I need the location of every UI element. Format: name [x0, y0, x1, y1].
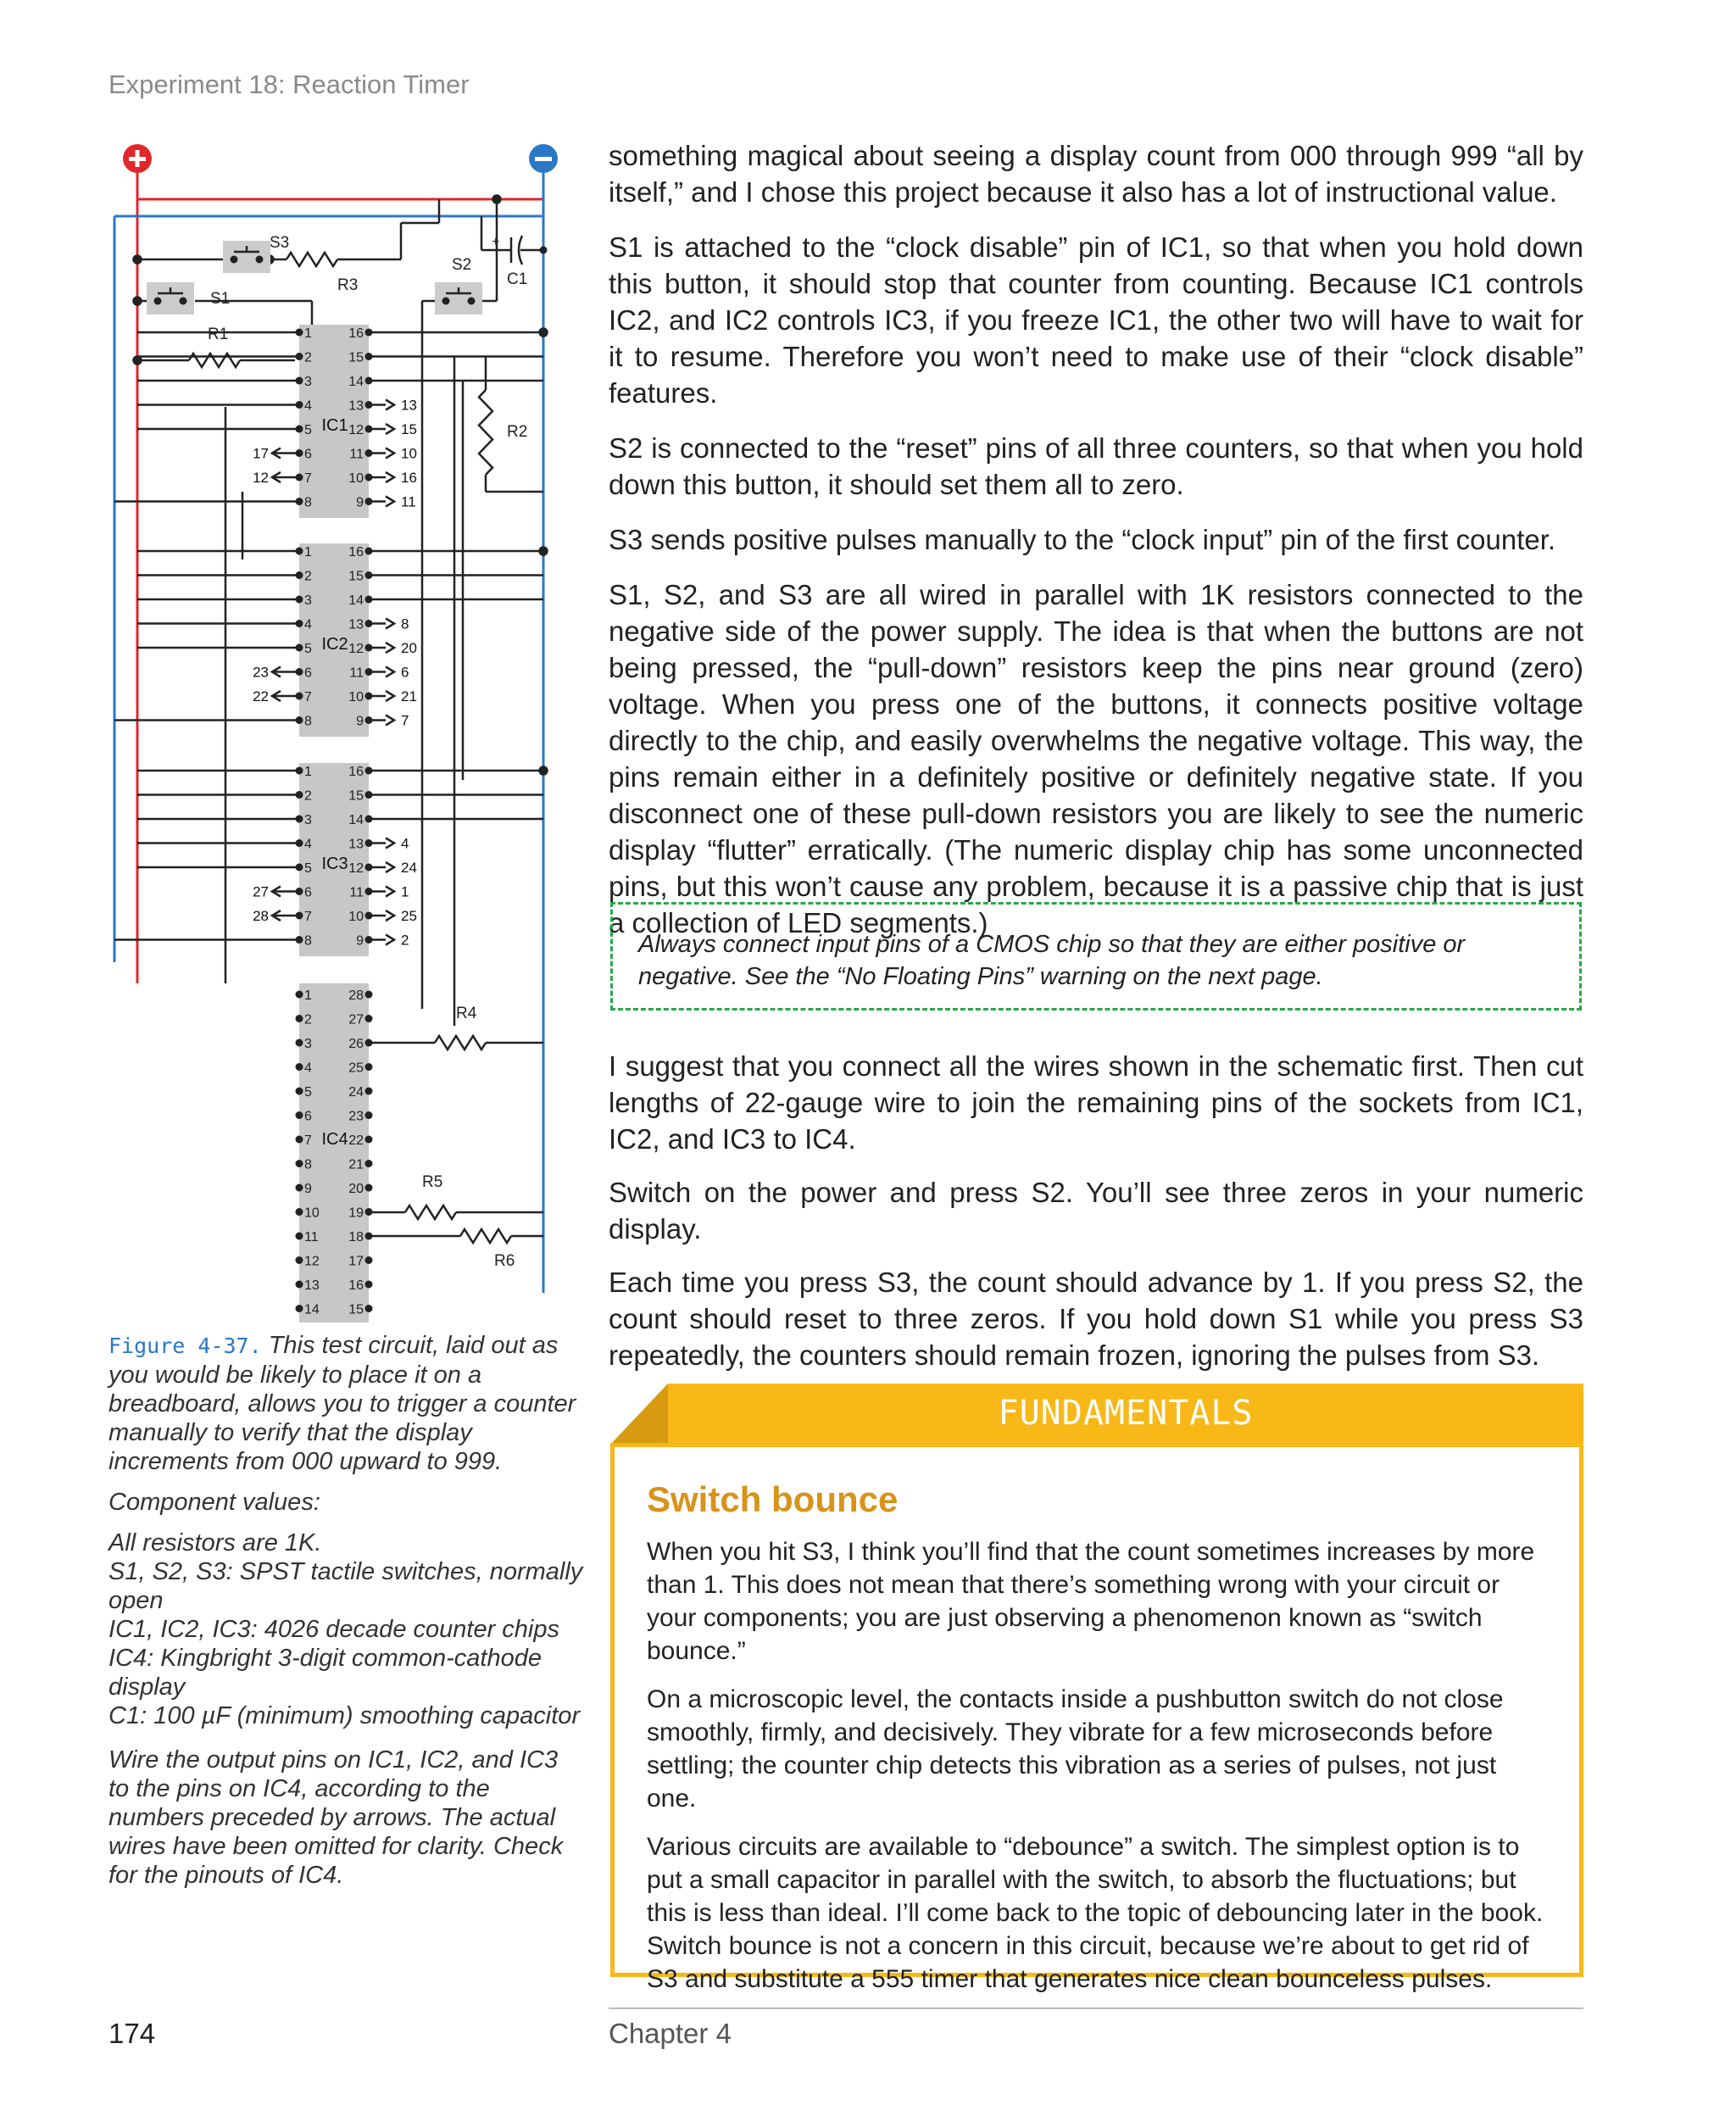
pin-number: 13 [348, 398, 364, 414]
pin-number: 8 [304, 495, 312, 510]
fundamentals-box [610, 1384, 1583, 1993]
pin-number: 11 [349, 447, 364, 462]
body-text [609, 137, 1583, 960]
resistor-label: R1 [208, 326, 229, 343]
pin-number: 25 [348, 1061, 364, 1076]
output-pin-ref: 10 [401, 445, 417, 462]
pin-number: 6 [304, 885, 312, 900]
body-paragraph: something magical about seeing a display count from 000 through 999 “all by itself,” and I chose this project because it also has a lot of instructional value. [609, 140, 1583, 208]
pin-number: 12 [304, 1254, 320, 1269]
chip-ic2 [253, 543, 417, 737]
pin-number: 1 [304, 765, 312, 779]
component-value: S1, S2, S3: SPST tactile switches, normally open [108, 1558, 583, 1614]
pin-number: 2 [304, 569, 312, 584]
wiring-note: Wire the output pins on IC1, IC2, and IC3 to the pins on IC4, according to the numbers preceded by arrows. The actual wires have been omitted for clarity. Check for the pinouts of IC4. [108, 1746, 564, 1889]
output-pin-ref: 15 [401, 421, 417, 437]
display-body [299, 983, 369, 1322]
pin-number: 13 [304, 1278, 320, 1293]
arrow-icon [386, 472, 394, 482]
pin-number: 16 [348, 326, 364, 341]
output-pin-ref: 11 [401, 493, 416, 510]
pin-number: 28 [348, 988, 364, 1003]
arrow-icon [386, 716, 394, 726]
pin-number: 13 [348, 617, 364, 632]
display-ic4 [296, 983, 373, 1322]
resistor-r6 [460, 1229, 511, 1243]
figure-ref: Figure 4-37. [108, 1334, 262, 1358]
fundamentals-title: Switch bounce [647, 1479, 899, 1519]
pin-number: 16 [348, 545, 364, 560]
pin-number: 8 [304, 933, 312, 949]
arrow-icon [386, 935, 394, 945]
footer-rule [609, 2007, 1583, 2009]
pin-number: 14 [348, 375, 364, 389]
output-pin-ref: 8 [401, 615, 409, 632]
input-pin-ref: 22 [253, 688, 269, 704]
output-pin-ref: 21 [401, 688, 417, 704]
component-value: IC4: Kingbright 3-digit common-cathode display [108, 1645, 542, 1701]
body-paragraph: Switch on the power and press S2. You’ll see three zeros in your numeric display. [609, 1177, 1583, 1245]
chip-ic3 [253, 763, 417, 956]
pin-number: 19 [348, 1206, 364, 1221]
resistor-r4 [435, 1036, 486, 1050]
resistor-label: R3 [337, 276, 359, 294]
pin-number: 14 [348, 813, 364, 827]
output-pin-ref: 2 [401, 932, 409, 949]
pin-number: 10 [348, 690, 364, 704]
input-pin-ref: 28 [253, 908, 269, 924]
chip-ic1 [253, 325, 417, 518]
display-label: IC4 [321, 1130, 348, 1149]
switch-s1 [147, 282, 230, 315]
output-pin-ref: 6 [401, 664, 409, 681]
pin-number: 2 [304, 350, 312, 365]
resistor-r5 [405, 1206, 456, 1219]
pin-number: 11 [349, 665, 364, 681]
schematic-figure [108, 136, 576, 1327]
warning-note: Always connect input pins of a CMOS chip so that they are either positive or negative. See the “No Floating Pins” warning on the next page. [610, 902, 1582, 1011]
body-paragraph: I suggest that you connect all the wires shown in the schematic first. Then cut lengths of 22-gauge wire to join the remaining pins of the sockets from IC1, IC2, and IC3 to IC4. [609, 1050, 1583, 1155]
pin-number: 27 [348, 1012, 364, 1027]
switch-label: S2 [452, 256, 472, 274]
component-heading: Component values: [108, 1489, 320, 1516]
pin-number: 16 [348, 765, 364, 779]
body-paragraph: S1 is attached to the “clock disable” pin of IC1, so that when you hold down this button, it should stop that counter from counting. Because IC1 controls IC2, and IC2 controls IC3, if you freeze IC1, the other two will have to wait for it to resume. Therefore you won’t need to make use of their “clock disable” features. [609, 231, 1583, 409]
resistor-r2 [479, 390, 492, 475]
pin-number: 3 [304, 813, 312, 827]
pin-number: 5 [304, 1085, 312, 1100]
resistor-r3 [287, 253, 337, 266]
pin-number: 9 [356, 714, 364, 729]
pin-number: 21 [348, 1157, 364, 1172]
pin-number: 14 [348, 593, 364, 608]
pin-number: 4 [304, 398, 312, 414]
pin-number: 3 [304, 593, 312, 608]
output-pin-ref: 16 [401, 470, 417, 486]
fundamentals-body [610, 1443, 1583, 1993]
arrow-icon [386, 691, 394, 701]
input-pin-ref: 17 [253, 445, 269, 462]
pin-number: 9 [356, 933, 364, 949]
pin-number: 10 [348, 471, 364, 486]
pin-number: 3 [304, 375, 312, 389]
capacitor-label: C1 [507, 270, 528, 288]
pin-number: 26 [348, 1037, 364, 1051]
arrow-icon [386, 619, 394, 629]
arrow-icon [386, 497, 394, 507]
pin-number: 15 [348, 1302, 364, 1317]
input-pin-ref: 12 [253, 470, 269, 486]
switch-s3 [223, 234, 289, 273]
pin-number: 2 [304, 788, 312, 804]
pin-number: 15 [348, 569, 364, 584]
figure-text: This test circuit, laid out as you would be likely to place it on a breadboard, allows you to trigger a counter manually to verify that the display increments from 000 upward to 999. [108, 1332, 576, 1475]
chip-label: IC1 [321, 416, 348, 435]
arrow-icon [386, 862, 394, 872]
pin-number: 13 [348, 837, 364, 852]
component-value: All resistors are 1K. [108, 1529, 322, 1556]
pin-number: 15 [348, 350, 364, 365]
pin-number: 17 [348, 1254, 364, 1269]
resistor-label: R2 [507, 423, 528, 441]
pin-number: 6 [304, 447, 312, 462]
pin-number: 3 [304, 1037, 312, 1051]
negative-terminal-icon [529, 144, 558, 173]
pin-number: 14 [304, 1302, 320, 1317]
pin-number: 5 [304, 642, 312, 656]
resistor-label: R5 [422, 1173, 443, 1191]
switch-s2 [435, 256, 482, 315]
pin-number: 4 [304, 617, 312, 632]
output-pin-ref: 24 [401, 860, 417, 876]
pin-number: 9 [356, 495, 364, 510]
output-pin-ref: 4 [401, 835, 409, 852]
component-value: C1: 100 µF (minimum) smoothing capacitor [108, 1702, 581, 1729]
pin-number: 10 [348, 910, 364, 924]
pin-number: 9 [304, 1182, 312, 1196]
output-pin-ref: 1 [401, 883, 409, 900]
fundamentals-paragraph: On a microscopic level, the contacts inside a pushbutton switch do not close smoothly, firmly, and decisively. They vibrate for a few microseconds before settling; the counter chip detects this vibration as a series of pulses, not just one. [647, 1685, 1504, 1813]
fundamentals-paragraph: Various circuits are available to “debounce” a switch. The simplest option is to put a small capacitor in parallel with the switch, to absorb the fluctuations; but this is less than ideal. I’ll come back to the topic of debouncing later in the book. Switch bounce is not a concern in this circuit, because we’re about to get rid of S3 and substitute a 555 timer that generates nice clean bounceless pulses. [647, 1833, 1544, 1993]
body-paragraph: S1, S2, and S3 are all wired in parallel with 1K resistors connected to the negative side of the power supply. The idea is that when the buttons are not being pressed, the “pull-down” resistors keep the pins near ground (zero) voltage. When you press one of the buttons, it connects positive voltage directly to the chip, and easily overwhelms the negative voltage. This way, the pins remain either in a definitely positive or definitely negative state. If you disconnect one of these pull-down resistors you are likely to see the numeric display “flutter” erratically. (The numeric display chip has some unconnected pins, but this won’t cause any problem, because it is a passive chip that is just a collection of LED segments.) [609, 579, 1583, 938]
pin-number: 1 [304, 545, 312, 560]
pin-number: 16 [348, 1278, 364, 1293]
output-pin-ref: 13 [401, 397, 417, 414]
input-pin-ref: 27 [253, 883, 269, 900]
pin-number: 8 [304, 1157, 312, 1172]
pin-number: 4 [304, 1061, 312, 1076]
arrow-icon [386, 643, 394, 653]
pin-number: 12 [348, 423, 364, 437]
switch-label: S3 [270, 234, 290, 252]
pin-number: 10 [304, 1206, 320, 1221]
arrow-icon [386, 667, 394, 677]
pin-number: 11 [349, 885, 364, 900]
output-pin-ref: 7 [401, 712, 409, 729]
pin-number: 7 [304, 690, 312, 704]
arrow-icon [386, 424, 394, 434]
pin-number: 15 [348, 788, 364, 804]
pin-number: 24 [348, 1085, 364, 1100]
pin-number: 20 [348, 1182, 364, 1196]
pin-number: 5 [304, 423, 312, 437]
arrow-icon [386, 448, 394, 459]
switch-label: S1 [210, 290, 231, 308]
arrow-icon [386, 910, 394, 921]
arrow-icon [386, 887, 394, 897]
plus-sign: + [492, 235, 500, 249]
pin-number: 23 [348, 1109, 364, 1124]
fundamentals-paragraph: When you hit S3, I think you’ll find that the count sometimes increases by more than 1. This does not mean that there’s something wrong with your circuit or your components; you are just observing a phenomenon known as “switch bounce.” [647, 1538, 1535, 1665]
page-number: 174 [108, 2018, 156, 2049]
pin-number: 7 [304, 471, 312, 486]
chip-label: IC2 [321, 635, 348, 654]
output-pin-ref: 20 [401, 640, 417, 656]
pin-number: 6 [304, 1109, 312, 1124]
pin-number: 2 [304, 1012, 312, 1027]
chapter-label: Chapter 4 [609, 2018, 732, 2049]
body-paragraph: Each time you press S3, the count should advance by 1. If you press S2, the count should reset to three zeros. If you hold down S1 while you press S3 repeatedly, the counters should remain frozen, ignoring the pulses from S3. [609, 1267, 1583, 1371]
pin-number: 12 [348, 642, 364, 656]
body-paragraph: S2 is connected to the “reset” pins of all three counters, so that when you hold down this button, it should set them all to zero. [609, 432, 1583, 500]
component-value: IC1, IC2, IC3: 4026 decade counter chips [108, 1616, 559, 1643]
figure-caption [108, 1331, 583, 1902]
pin-number: 7 [304, 910, 312, 924]
input-pin-ref: 23 [253, 664, 269, 681]
resistor-label: R4 [456, 1005, 477, 1022]
positive-terminal-icon [123, 144, 152, 173]
pin-number: 4 [304, 837, 312, 852]
pin-number: 6 [304, 665, 312, 681]
chip-label: IC3 [321, 855, 348, 873]
capacitor-c1 [481, 216, 548, 288]
pin-number: 1 [304, 326, 312, 341]
arrow-icon [386, 400, 394, 410]
pin-number: 1 [304, 988, 312, 1003]
fundamentals-banner-title: FUNDAMENTALS [998, 1394, 1254, 1433]
resistor-label: R6 [494, 1252, 515, 1270]
pin-number: 7 [304, 1133, 312, 1148]
pin-number: 8 [304, 714, 312, 729]
pin-number: 5 [304, 861, 312, 876]
body-paragraph: S3 sends positive pulses manually to the “clock input” pin of the first counter. [609, 524, 1556, 555]
pin-number: 18 [348, 1230, 364, 1245]
pin-number: 12 [348, 861, 364, 876]
arrow-icon [386, 838, 394, 849]
pin-number: 11 [304, 1230, 319, 1245]
output-pin-ref: 25 [401, 908, 417, 924]
pin-number: 22 [348, 1133, 364, 1148]
component-values [108, 1529, 583, 1730]
banner-corner [610, 1384, 668, 1445]
body-text-continued [609, 1048, 1583, 1390]
running-head: Experiment 18: Reaction Timer [108, 70, 470, 99]
